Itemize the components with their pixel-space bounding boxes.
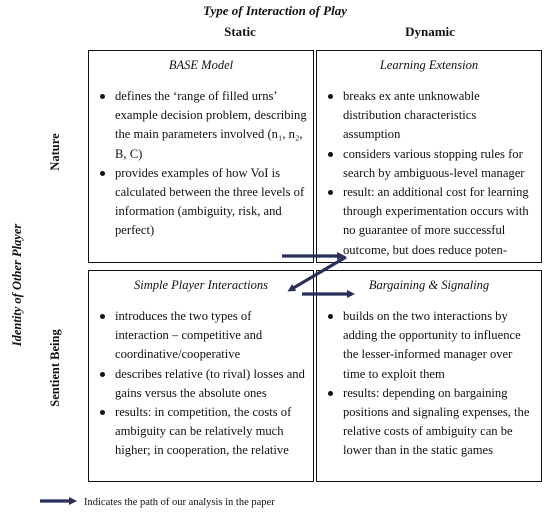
quadrant-title: Simple Player Interactions (134, 278, 268, 292)
bullet-item: describes relative (to rival) losses and gains versus the absolute ones (115, 365, 307, 403)
column-label-dynamic: Dynamic (405, 24, 455, 39)
bullet-item: defines the ‘range of filled urns’ example decision problem, describing the main parameters involved (n₁, n₂, B, C) (115, 87, 307, 164)
bullet-item: results: depending on bargaining positions and signaling expenses, the relative costs of ambiguity can be lower than in the static games (343, 384, 535, 461)
quadrant-title: Bargaining & Signaling (368, 278, 490, 292)
legend-text: Indicates the path of our analysis in the paper (84, 497, 275, 508)
bullet-item: builds on the two interactions by adding the opportunity to influence the lesser-informed manager over time to exploit them (343, 307, 535, 384)
bullet-item: results: in competition, the costs of ambiguity can be relatively much higher; in cooperation, the relative (115, 403, 307, 461)
row-label-sentient-being: Sentient Being (48, 329, 62, 407)
quadrant-title: BASE Model (168, 58, 234, 72)
row-label-nature: Nature (48, 133, 62, 171)
bullet-item: considers various stopping rules for search by ambiguous-level manager (343, 145, 535, 183)
bullet-item: breaks ex ante unknowable distribution characteristics assumption (343, 87, 535, 145)
bullet-item: provides examples of how VoI is calculated between the three levels of information (ambiguity, risk, and perfect) (115, 164, 307, 241)
bullet-item: introduces the two types of interaction – competitive and coordinative/cooperative (115, 307, 307, 365)
axis-label-identity: Identity of Other Player (10, 223, 24, 347)
bullet-item: result: an additional cost for learning through experimentation occurs with no guarantee of more successful outcome, but does reduce poten- (343, 183, 535, 260)
arrow-learning-to-simple (290, 257, 346, 290)
column-label-static: Static (224, 24, 256, 39)
diagram-title: Type of Interaction of Play (203, 3, 347, 18)
quadrant-title: Learning Extension (379, 58, 479, 72)
